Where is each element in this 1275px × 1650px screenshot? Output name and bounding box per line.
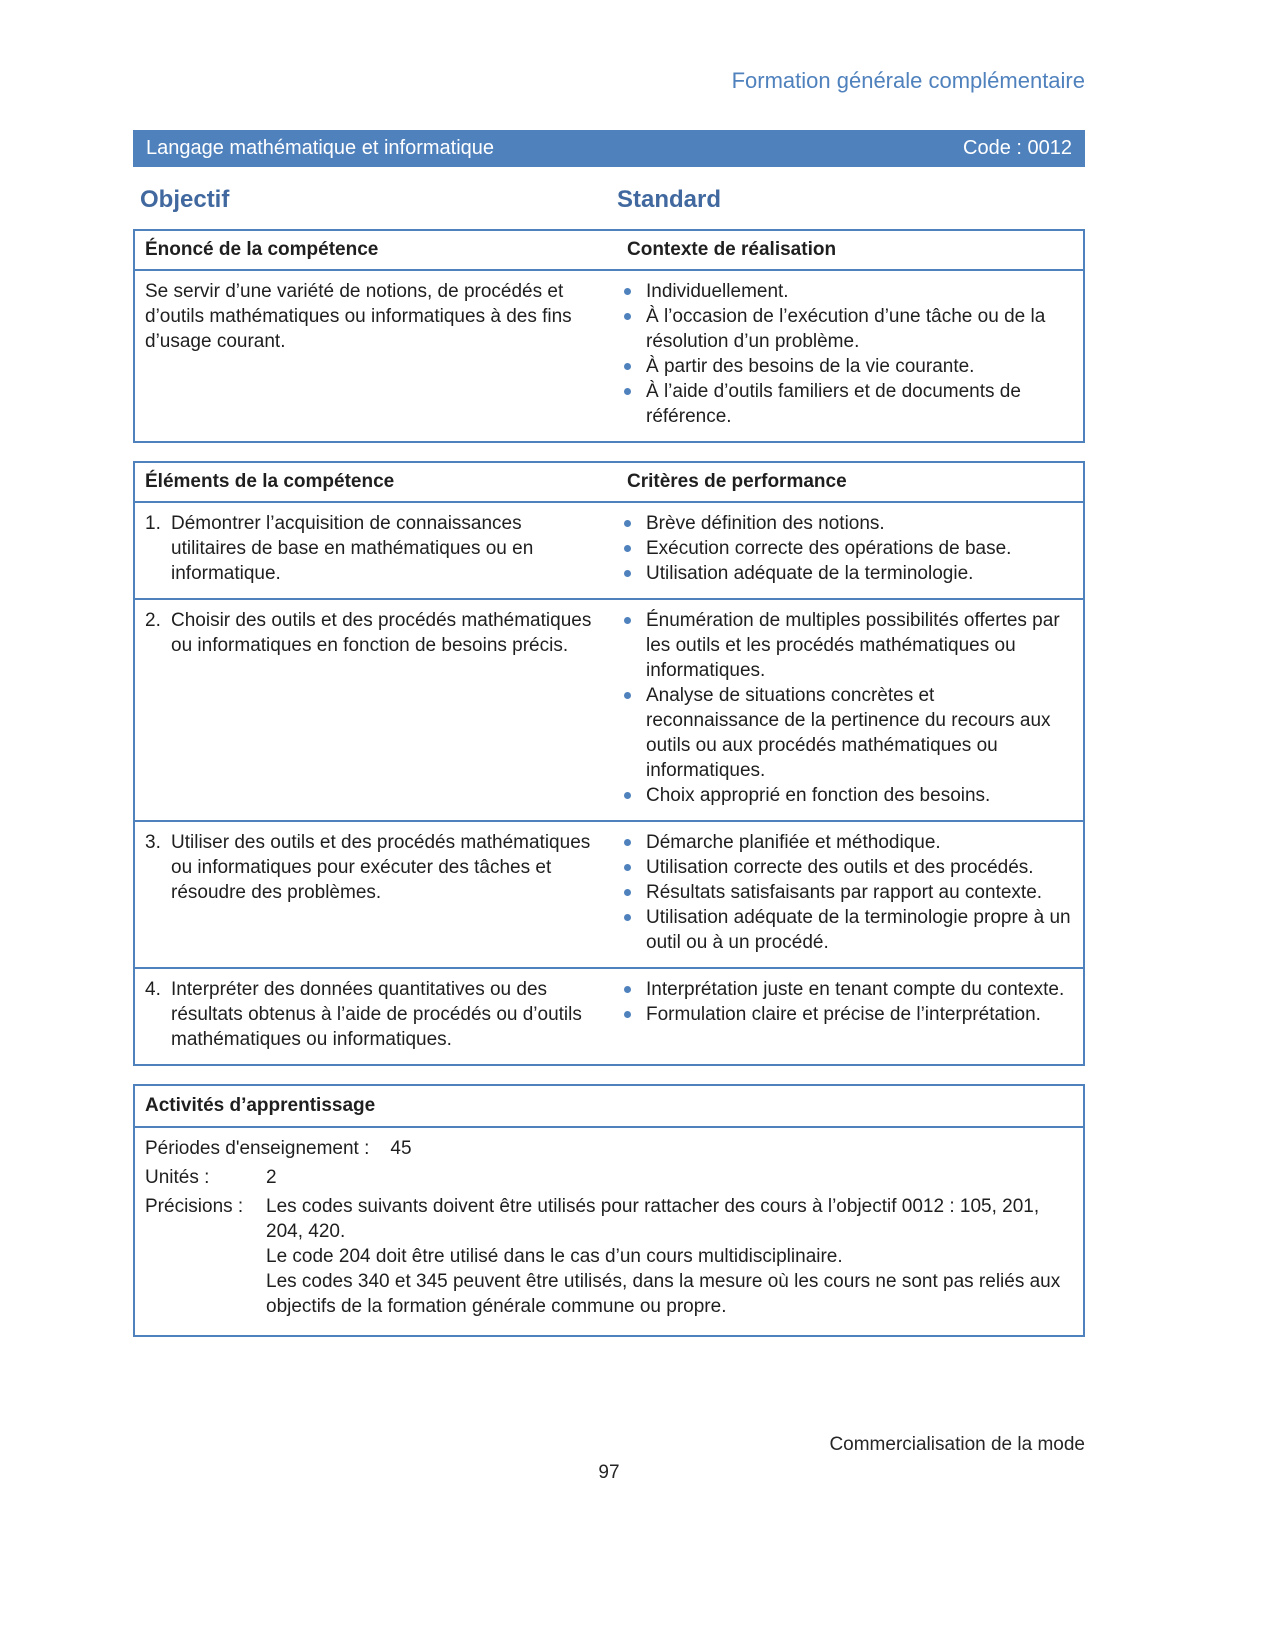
bullet-text: À l’aide d’outils familiers et de documents de référence. <box>646 381 1021 427</box>
bullet-text: Formulation claire et précise de l’interprétation. <box>646 1004 1041 1025</box>
page-number: 97 <box>598 1462 620 1483</box>
element-text: Interpréter des données quantitatives ou des résultats obtenus à l’aide de procédés ou d’outils mathématiques ou informatiques. <box>171 979 582 1050</box>
element-number: 4. <box>145 979 161 1000</box>
element-row-4 <box>135 967 1083 1064</box>
section-titles <box>133 186 1085 214</box>
element-number: 2. <box>145 610 161 631</box>
context-bullet-list <box>617 279 1071 429</box>
activities-box <box>133 1084 1085 1337</box>
element-text: Démontrer l’acquisition de connaissances utilitaires de base en mathématiques ou en informatique. <box>171 513 534 584</box>
precision-line: Les codes 340 et 345 peuvent être utilisés, dans la mesure où les cours ne sont pas reliés aux objectifs de la formation générale commune ou propre. <box>266 1271 1061 1317</box>
bullet-text: Analyse de situations concrètes et reconnaissance de la pertinence du recours aux outils ou aux procédés mathématiques ou informatiques. <box>646 685 1051 781</box>
bullet-text: Exécution correcte des opérations de base. <box>646 538 1012 559</box>
bullet-item <box>617 511 1071 536</box>
criteria-bullet-list-4 <box>617 977 1071 1027</box>
criteria-bullet-list-2 <box>617 608 1071 808</box>
bullet-item <box>617 830 1071 855</box>
units-row <box>145 1165 1071 1190</box>
bullet-icon <box>624 617 631 624</box>
precisions-row <box>145 1194 1071 1319</box>
bullet-icon <box>624 889 631 896</box>
bullet-item <box>617 905 1071 955</box>
running-header: Formation générale complémentaire <box>731 68 1085 93</box>
bullet-text: Utilisation adéquate de la terminologie propre à un outil ou à un procédé. <box>646 907 1071 953</box>
bullet-item <box>617 304 1071 354</box>
bullet-icon <box>624 363 631 370</box>
bullet-item <box>617 977 1071 1002</box>
bullet-icon <box>624 1011 631 1018</box>
bullet-icon <box>624 388 631 395</box>
competence-table-header <box>135 231 1083 271</box>
bullet-item <box>617 855 1071 880</box>
banner-title: Langage mathématique et informatique <box>146 137 495 159</box>
bullet-icon <box>624 792 631 799</box>
bullet-item <box>617 1002 1071 1027</box>
bullet-icon <box>624 986 631 993</box>
bullet-item <box>617 561 1071 586</box>
units-label: Unités : <box>145 1167 210 1188</box>
footer-program-name: Commercialisation de la mode <box>829 1434 1085 1455</box>
bullet-icon <box>624 914 631 921</box>
units-value: 2 <box>266 1167 277 1188</box>
criteria-bullet-list-3 <box>617 830 1071 955</box>
element-text: Utiliser des outils et des procédés mathématiques ou informatiques pour exécuter des tâches et résoudre des problèmes. <box>171 832 591 903</box>
bullet-icon <box>624 692 631 699</box>
objectif-heading: Objectif <box>140 186 230 213</box>
element-row-3 <box>135 820 1083 967</box>
bullet-text: Utilisation adéquate de la terminologie. <box>646 563 974 584</box>
competence-table <box>133 229 1085 443</box>
competence-statement: Se servir d’une variété de notions, de procédés et d’outils mathématiques ou informatiques à des fins d’usage courant. <box>145 281 572 352</box>
bullet-item <box>617 536 1071 561</box>
course-banner <box>133 130 1085 167</box>
elements-table-header <box>135 463 1083 503</box>
standard-heading: Standard <box>617 186 722 213</box>
precision-line: Le code 204 doit être utilisé dans le cas d’un cours multidisciplinaire. <box>266 1246 843 1267</box>
bullet-text: Interprétation juste en tenant compte du contexte. <box>646 979 1065 1000</box>
bullet-text: Individuellement. <box>646 281 789 302</box>
bullet-icon <box>624 520 631 527</box>
bullet-item <box>617 880 1071 905</box>
banner-code: Code : 0012 <box>963 137 1072 159</box>
bullet-item <box>617 608 1071 683</box>
element-row-1 <box>135 503 1083 598</box>
element-number: 3. <box>145 832 161 853</box>
precisions-label: Précisions : <box>145 1196 244 1217</box>
bullet-icon <box>624 313 631 320</box>
activities-body <box>135 1128 1083 1335</box>
contexte-header: Contexte de réalisation <box>627 239 837 260</box>
bullet-text: Utilisation correcte des outils et des procédés. <box>646 857 1034 878</box>
enonce-header: Énoncé de la compétence <box>145 239 379 260</box>
periods-label: Périodes d'enseignement : <box>145 1138 370 1159</box>
bullet-text: À partir des besoins de la vie courante. <box>646 356 975 377</box>
competence-row <box>135 271 1083 441</box>
content-area <box>133 0 1085 1337</box>
bullet-icon <box>624 839 631 846</box>
element-number: 1. <box>145 513 161 534</box>
precisions-lines <box>266 1194 1071 1319</box>
criteres-header: Critères de performance <box>627 471 847 492</box>
bullet-icon <box>624 288 631 295</box>
bullet-item <box>617 783 1071 808</box>
activities-header: Activités d’apprentissage <box>135 1086 1083 1128</box>
bullet-text: Démarche planifiée et méthodique. <box>646 832 941 853</box>
bullet-text: Énumération de multiples possibilités offertes par les outils et les procédés mathématiques ou informatiques. <box>646 610 1060 681</box>
bullet-text: Résultats satisfaisants par rapport au contexte. <box>646 882 1043 903</box>
precision-line: Les codes suivants doivent être utilisés pour rattacher des cours à l’objectif 0012 : 105, 201, 204, 420. <box>266 1196 1040 1242</box>
periods-row <box>145 1136 1071 1161</box>
bullet-text: À l’occasion de l’exécution d’une tâche ou de la résolution d’un problème. <box>646 306 1046 352</box>
element-text: Choisir des outils et des procédés mathématiques ou informatiques en fonction de besoins précis. <box>171 610 592 656</box>
bullet-item <box>617 354 1071 379</box>
elements-header: Éléments de la compétence <box>145 471 395 492</box>
bullet-text: Choix approprié en fonction des besoins. <box>646 785 991 806</box>
bullet-icon <box>624 864 631 871</box>
bullet-text: Brève définition des notions. <box>646 513 885 534</box>
elements-table <box>133 461 1085 1066</box>
periods-value: 45 <box>390 1138 412 1159</box>
bullet-icon <box>624 570 631 577</box>
element-row-2 <box>135 598 1083 820</box>
bullet-item <box>617 683 1071 783</box>
bullet-icon <box>624 545 631 552</box>
bullet-item <box>617 379 1071 429</box>
bullet-item <box>617 279 1071 304</box>
criteria-bullet-list-1 <box>617 511 1071 586</box>
